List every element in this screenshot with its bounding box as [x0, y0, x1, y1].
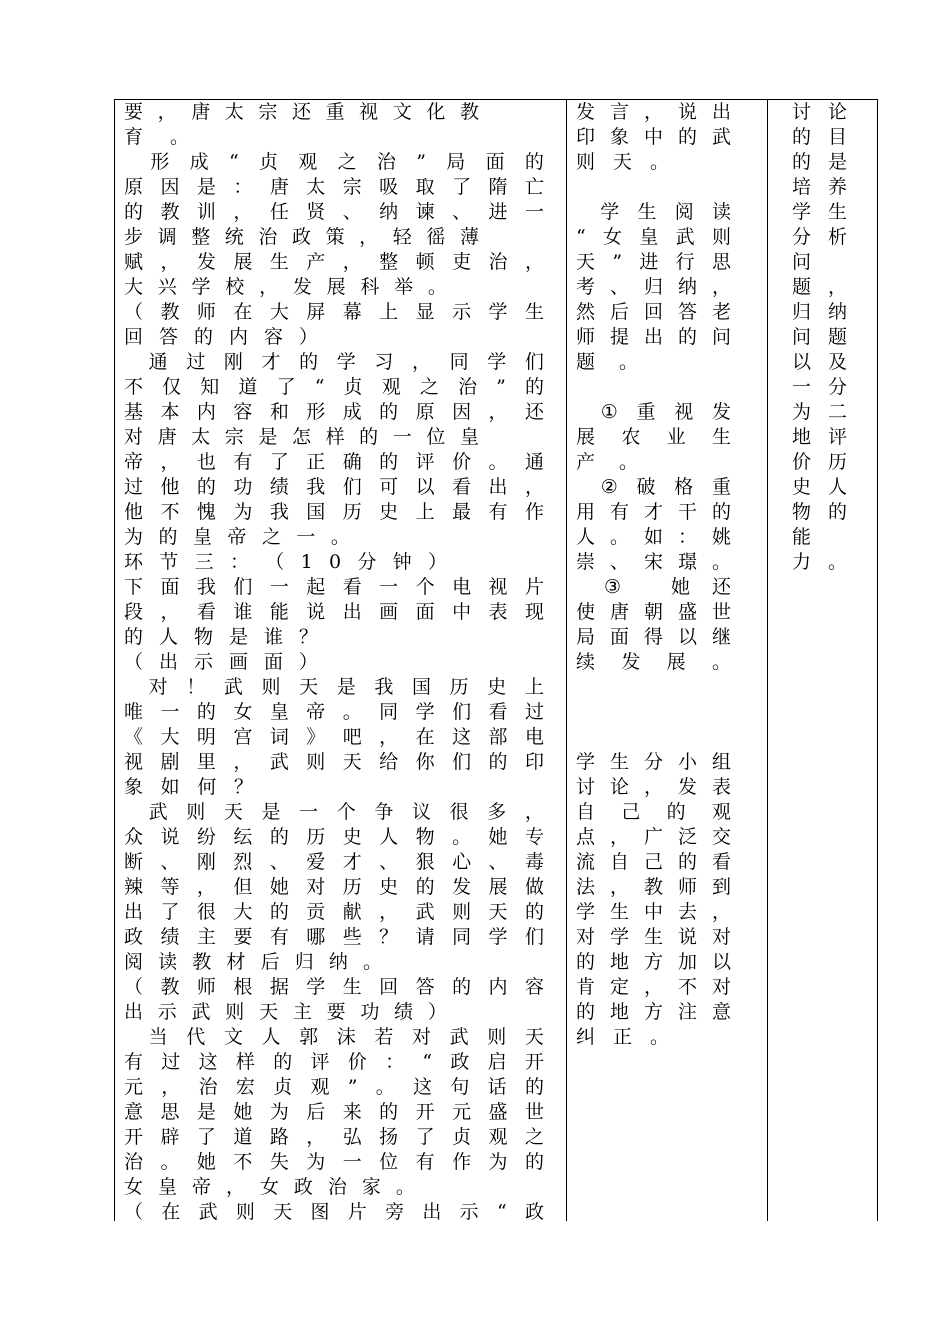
- teacher-activity-line: 大 兴 学 校 ， 发 展 科 举 。: [124, 276, 447, 298]
- teacher-activity-line: 他 不 愧 为 我 国 历 史 上 最 有 作: [124, 501, 544, 523]
- student-activity-line: 印 象 中 的 武: [576, 126, 731, 148]
- design-intent-line: 地 评: [792, 426, 847, 448]
- student-activity-line: 用 有 才 干 的: [576, 501, 731, 523]
- teacher-activity-line: 唯 一 的 女 皇 帝 。 同 学 们 看 过: [124, 701, 544, 723]
- teacher-activity-line: 下 面 我 们 一 起 看 一 个 电 视 片: [124, 576, 544, 598]
- design-intent-line: 物 的: [792, 501, 847, 523]
- student-activity-line: 展 农 业 生: [576, 426, 731, 448]
- teacher-activity-line: 的 人 物 是 谁 ？: [124, 626, 318, 648]
- table-border-left: [114, 99, 115, 1221]
- teacher-activity-line: 赋 ， 发 展 生 产 ， 整 顿 吏 治 ，: [124, 251, 544, 273]
- student-activity-line: 的 地 方 加 以: [576, 951, 731, 973]
- design-intent-line: 力 。: [792, 551, 847, 573]
- student-activity-line: 肯 定 ， 不 对: [576, 976, 731, 998]
- student-activity-line: 流 自 己 的 看: [576, 851, 731, 873]
- design-intent-line: 价 历: [792, 451, 847, 473]
- student-activity-line: “ 女 皇 武 则: [576, 226, 731, 248]
- design-intent-line: 分 析: [792, 226, 847, 248]
- student-activity-line: 则 天 。: [576, 151, 669, 173]
- teacher-activity-line: 出 示 武 则 天 主 要 功 绩 ）: [124, 1001, 447, 1023]
- teacher-activity-line: 回 答 的 内 容 ）: [124, 326, 318, 348]
- student-activity-line: 学 生 阅 读: [600, 201, 731, 223]
- teacher-activity-line: 对 ！ 武 则 天 是 我 国 历 史 上: [148, 676, 544, 698]
- teacher-activity-line: 环 节 三 ： （ 1 0 分 钟 ）: [124, 551, 447, 573]
- teacher-activity-line: 段 ， 看 谁 能 说 出 画 面 中 表 现: [124, 601, 544, 623]
- teacher-activity-line: 治 。 她 不 失 为 一 位 有 作 为 的: [124, 1151, 544, 1173]
- table-border-right: [877, 99, 878, 1221]
- design-intent-line: 为 二: [792, 401, 847, 423]
- teacher-activity-line: 出 了 很 大 的 贡 献 ， 武 则 天 的: [124, 901, 544, 923]
- student-activity-line: 然 后 回 答 老: [576, 301, 731, 323]
- student-activity-line: 学 生 分 小 组: [576, 751, 731, 773]
- design-intent-line: 以 及: [792, 351, 847, 373]
- teacher-activity-line: 基 本 内 容 和 形 成 的 原 因 ， 还: [124, 401, 544, 423]
- teacher-activity-line: 帝 ， 也 有 了 正 确 的 评 价 。 通: [124, 451, 544, 473]
- teacher-activity-line: 《 大 明 宫 词 》 吧 ， 在 这 部 电: [124, 726, 544, 748]
- design-intent-column: [792, 100, 847, 575]
- design-intent-line: 问 题: [792, 326, 847, 348]
- student-activity-line: 师 提 出 的 问: [576, 326, 731, 348]
- design-intent-line: 培 养: [792, 176, 847, 198]
- student-activity-line: 人 。 如 ： 姚: [576, 526, 731, 548]
- student-activity-line: 讨 论 ， 发 表: [576, 776, 731, 798]
- teacher-activity-line: （ 教 师 根 据 学 生 回 答 的 内 容: [124, 976, 544, 998]
- teacher-activity-line: 辣 等 ， 但 她 对 历 史 的 发 展 做: [124, 876, 544, 898]
- student-activity-line: 题 。: [576, 351, 638, 373]
- teacher-activity-line: 为 的 皇 帝 之 一 。: [124, 526, 350, 548]
- student-activity-line: ② 破 格 重: [600, 476, 731, 498]
- teacher-activity-line: 武 则 天 是 一 个 争 议 很 多 ，: [148, 801, 544, 823]
- student-activity-line: ① 重 视 发: [600, 401, 731, 423]
- student-activity-line: 局 面 得 以 继: [576, 626, 731, 648]
- student-activity-line: 发 言 ， 说 出: [576, 101, 731, 123]
- student-activity-line: 自 己 的 观: [576, 801, 731, 823]
- student-activity-line: 纠 正 。: [576, 1026, 669, 1048]
- teacher-activity-line: 象 如 何 ？: [124, 776, 253, 798]
- teacher-activity-line: 形 成 “ 贞 观 之 治 ” 局 面 的: [150, 151, 544, 173]
- teacher-activity-line: 育 。: [124, 126, 189, 148]
- design-intent-line: 史 人: [792, 476, 847, 498]
- teacher-activity-column: [124, 100, 544, 1225]
- student-activity-line: 续 发 展 。: [576, 651, 731, 673]
- design-intent-line: 讨 论: [792, 101, 847, 123]
- column-divider-1: [566, 99, 567, 1221]
- teacher-activity-line: 开 辟 了 道 路 ， 弘 扬 了 贞 观 之: [124, 1126, 544, 1148]
- teacher-activity-line: 元 ， 治 宏 贞 观 ” 。 这 句 话 的: [124, 1076, 544, 1098]
- design-intent-line: 的 是: [792, 151, 847, 173]
- teacher-activity-line: 不 仅 知 道 了 “ 贞 观 之 治 ” 的: [124, 376, 544, 398]
- student-activity-line: 考 、 归 纳 ，: [576, 276, 731, 298]
- student-activity-line: 崇 、 宋 璟 。: [576, 551, 731, 573]
- teacher-activity-line: 意 思 是 她 为 后 来 的 开 元 盛 世: [124, 1101, 544, 1123]
- student-activity-line: 点 ， 广 泛 交: [576, 826, 731, 848]
- teacher-activity-line: 众 说 纷 纭 的 历 史 人 物 。 她 专: [124, 826, 544, 848]
- teacher-activity-line: 的 教 训 ， 任 贤 、 纳 谏 、 进 一: [124, 201, 544, 223]
- column-divider-2: [767, 99, 768, 1221]
- design-intent-line: 能: [792, 526, 812, 548]
- teacher-activity-line: 要 ， 唐 太 宗 还 重 视 文 化 教: [124, 101, 479, 123]
- design-intent-line: 归 纳: [792, 301, 847, 323]
- design-intent-line: 学 生: [792, 201, 847, 223]
- teacher-activity-line: 视 剧 里 ， 武 则 天 给 你 们 的 印: [124, 751, 544, 773]
- design-intent-line: 一 分: [792, 376, 847, 398]
- teacher-activity-line: 当 代 文 人 郭 沫 若 对 武 则 天: [148, 1026, 544, 1048]
- teacher-activity-line: 有 过 这 样 的 评 价 ： “ 政 启 开: [124, 1051, 544, 1073]
- student-activity-line: 的 地 方 注 意: [576, 1001, 731, 1023]
- student-activity-line: 对 学 生 说 对: [576, 926, 731, 948]
- student-activity-line: ③ 她 还: [604, 576, 731, 598]
- teacher-activity-line: 政 绩 主 要 有 哪 些 ？ 请 同 学 们: [124, 926, 544, 948]
- teacher-activity-line: 女 皇 帝 ， 女 政 治 家 。: [124, 1176, 415, 1198]
- student-activity-line: 天 ” 进 行 思: [576, 251, 731, 273]
- teacher-activity-line: 阅 读 教 材 后 归 纳 。: [124, 951, 382, 973]
- teacher-activity-line: 断 、 刚 烈 、 爱 才 、 狠 心 、 毒: [124, 851, 544, 873]
- student-activity-column: [576, 100, 731, 1050]
- teacher-activity-line: 步 调 整 统 治 政 策 ， 轻 徭 薄: [124, 226, 479, 248]
- design-intent-line: 的 目: [792, 126, 847, 148]
- teacher-activity-line: （ 出 示 画 面 ）: [124, 651, 318, 673]
- design-intent-line: 问: [792, 251, 812, 273]
- design-intent-line: 题 ，: [792, 276, 847, 298]
- teacher-activity-line: 通 过 刚 才 的 学 习 ， 同 学 们: [148, 351, 544, 373]
- teacher-activity-line: （ 教 师 在 大 屏 幕 上 显 示 学 生: [124, 301, 544, 323]
- student-activity-line: 使 唐 朝 盛 世: [576, 601, 731, 623]
- student-activity-line: 法 ， 教 师 到: [576, 876, 731, 898]
- student-activity-line: 学 生 中 去 ，: [576, 901, 731, 923]
- teacher-activity-line: 过 他 的 功 绩 我 们 可 以 看 出 ，: [124, 476, 544, 498]
- teacher-activity-line: （ 在 武 则 天 图 片 旁 出 示 “ 政: [124, 1201, 544, 1223]
- teacher-activity-line: 原 因 是 ： 唐 太 宗 吸 取 了 隋 亡: [124, 176, 544, 198]
- teacher-activity-line: 对 唐 太 宗 是 怎 样 的 一 位 皇: [124, 426, 479, 448]
- student-activity-line: 产 。: [576, 451, 638, 473]
